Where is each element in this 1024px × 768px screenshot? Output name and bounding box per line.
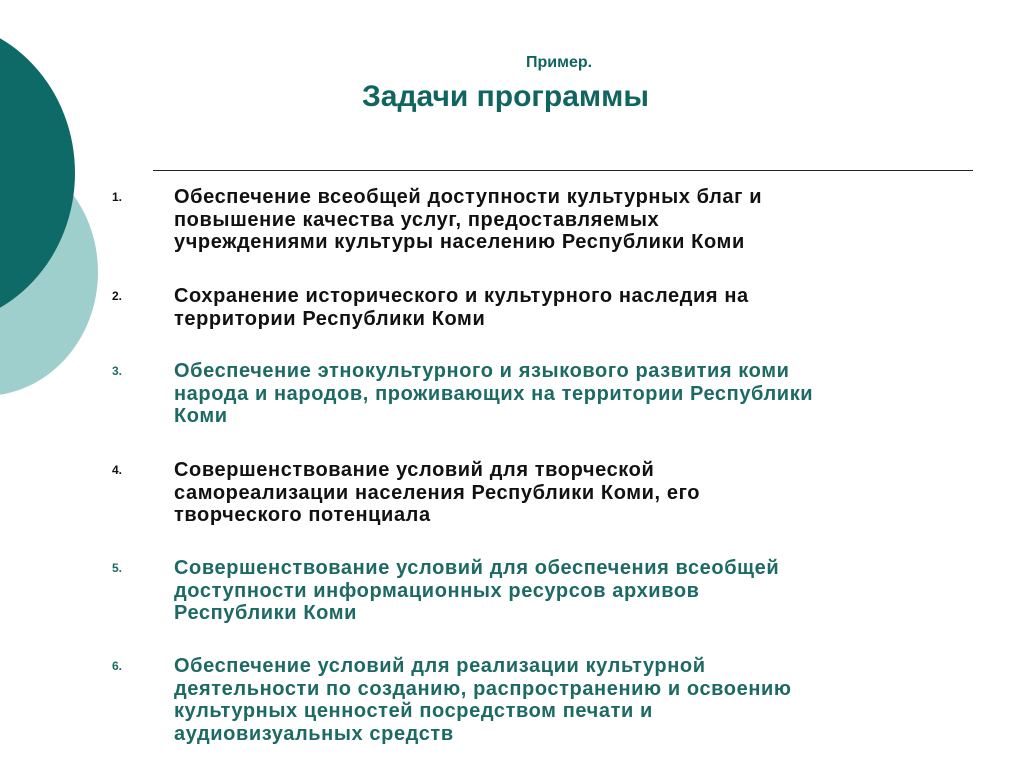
task-text: Сохранение исторического и культурного наследия на территории Республики Коми [174, 285, 749, 330]
task-number: 4. [112, 463, 123, 477]
slide-title: Задачи программы [362, 80, 649, 113]
task-number: 2. [112, 289, 123, 303]
task-number: 3. [112, 364, 123, 378]
task-number: 6. [112, 659, 123, 673]
task-text: Обеспечение условий для реализации культурной деятельности по созданию, распространению и освоению культурных ценностей посредством печати и аудиовизуальных средств [174, 655, 792, 745]
task-number: 5. [112, 561, 123, 575]
task-text: Совершенствование условий для творческой самореализации населения Республики Коми, его творческого потенциала [174, 459, 701, 526]
task-text: Обеспечение всеобщей доступности культурных благ и повышение качества услуг, предоставляемых учреждениями культуры населению Республики Коми [174, 186, 763, 253]
task-number: 1. [112, 190, 123, 204]
task-text: Совершенствование условий для обеспечения всеобщей доступности информационных ресурсов архивов Республики Коми [174, 557, 780, 624]
task-text: Обеспечение этнокультурного и языкового развития коми народа и народов, проживающих на территории Республики Коми [174, 360, 814, 427]
slide-subtitle: Пример. [526, 54, 593, 71]
